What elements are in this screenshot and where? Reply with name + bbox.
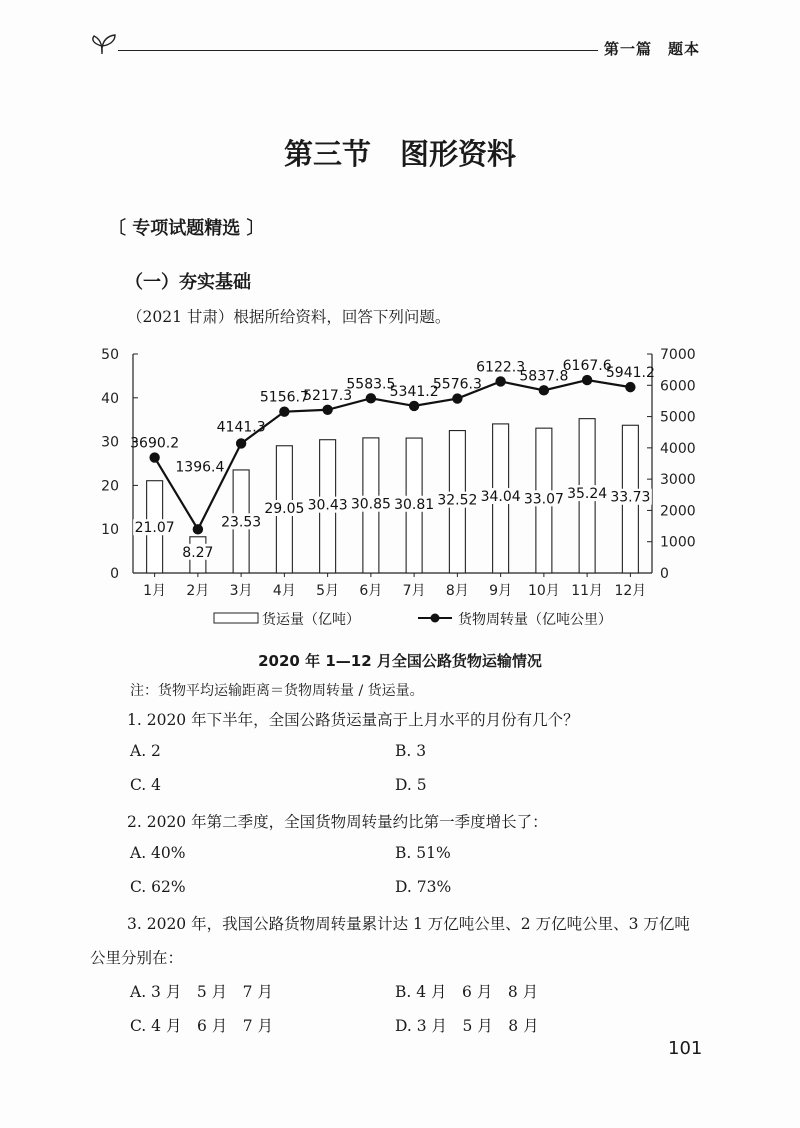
bar-value-label: 32.52 xyxy=(437,492,478,509)
right-tick-label: 7000 xyxy=(660,347,696,363)
line-value-label: 5583.5 xyxy=(346,376,396,393)
left-tick-label: 10 xyxy=(101,522,119,539)
line-value-label: 5941.2 xyxy=(605,365,655,382)
right-tick-label: 5000 xyxy=(660,409,696,426)
question-1-option-c: C. 4 xyxy=(130,776,162,794)
bar-value-label: 29.05 xyxy=(264,501,305,518)
bar-value-label: 34.04 xyxy=(480,488,521,505)
left-tick-label: 30 xyxy=(101,434,119,451)
line-point xyxy=(236,438,246,448)
right-tick-label: 2000 xyxy=(660,503,696,520)
x-tick-label: 3月 xyxy=(229,583,253,599)
question-2-option-c: C. 62% xyxy=(130,878,186,896)
question-1-option-a: A. 2 xyxy=(130,742,161,760)
bar-value-label: 33.07 xyxy=(523,491,564,508)
right-tick-label: 1000 xyxy=(660,534,696,551)
x-tick-label: 1月 xyxy=(143,583,167,599)
question-1-option-b: B. 3 xyxy=(395,742,427,760)
legend-line-label: 货物周转量（亿吨公里） xyxy=(458,612,612,628)
legend-line-marker xyxy=(431,614,440,623)
bar-value-label: 30.85 xyxy=(350,496,391,513)
right-tick-label: 4000 xyxy=(660,440,696,457)
x-tick-label: 12月 xyxy=(614,583,647,599)
bar-value-label: 21.07 xyxy=(134,520,175,537)
sprout-icon xyxy=(88,30,122,54)
chart-caption: 2020 年 1—12 月全国公路货物运输情况 xyxy=(258,652,542,670)
line-point xyxy=(322,405,332,415)
line-point xyxy=(452,393,462,403)
x-tick-label: 6月 xyxy=(359,583,383,599)
line-value-label: 3690.2 xyxy=(130,435,180,452)
bar-value-label: 30.43 xyxy=(307,497,348,514)
x-tick-label: 10月 xyxy=(527,583,560,599)
x-tick-label: 8月 xyxy=(445,583,469,599)
header-text: 第一篇 题本 xyxy=(604,40,701,58)
question-2-option-a: A. 40% xyxy=(130,844,186,862)
line-point xyxy=(149,452,159,462)
question-3-stem: 3. 2020 年，我国公路货物周转量累计达 1 万亿吨公里、2 万亿吨公里、3 万亿吨 xyxy=(127,915,690,933)
line-point xyxy=(366,393,376,403)
combo-chart xyxy=(96,340,706,640)
line-value-label: 6167.6 xyxy=(562,358,612,375)
line-point xyxy=(495,376,505,386)
bar-value-label: 35.24 xyxy=(567,486,608,503)
x-tick-label: 4月 xyxy=(272,583,296,599)
bar-value-label: 30.81 xyxy=(394,496,435,513)
legend-bar-label: 货运量（亿吨） xyxy=(262,612,360,628)
line-value-label: 5156.7 xyxy=(259,389,309,406)
question-2-option-d: D. 73% xyxy=(395,878,452,896)
line-point xyxy=(539,385,549,395)
question-2-option-b: B. 51% xyxy=(395,844,451,862)
header-rule xyxy=(118,50,598,51)
left-tick-label: 40 xyxy=(101,390,119,407)
question-3-stem-continued: 公里分别在： xyxy=(90,949,184,967)
question-1-stem: 1. 2020 年下半年，全国公路货运量高于上月水平的月份有几个？ xyxy=(127,711,579,729)
page-title: 第三节 图形资料 xyxy=(283,137,516,171)
left-tick-label: 50 xyxy=(101,347,119,363)
line-value-label: 5837.8 xyxy=(519,368,569,385)
right-tick-label: 3000 xyxy=(660,472,696,489)
legend-bar-swatch xyxy=(214,613,258,623)
page-number: 101 xyxy=(668,1038,703,1059)
legend xyxy=(214,611,612,628)
x-tick-label: 2月 xyxy=(186,583,210,599)
line-point xyxy=(625,382,635,392)
question-3-option-c: C. 4 月 6 月 7 月 xyxy=(130,1017,274,1035)
bar-value-label: 23.53 xyxy=(221,514,262,531)
question-3-option-a: A. 3 月 5 月 7 月 xyxy=(130,983,273,1001)
x-tick-label: 5月 xyxy=(316,583,340,599)
x-tick-label: 11月 xyxy=(571,583,604,599)
bar-value-label: 33.73 xyxy=(610,489,651,506)
line-point xyxy=(582,375,592,385)
question-3-option-b: B. 4 月 6 月 8 月 xyxy=(395,983,539,1001)
x-tick-label: 9月 xyxy=(489,583,513,599)
bar-value-label: 8.27 xyxy=(182,544,214,561)
line-value-label: 5576.3 xyxy=(432,376,482,393)
subsection-heading: （一）夯实基础 xyxy=(125,272,251,293)
line-value-label: 4141.3 xyxy=(216,419,266,436)
left-tick-label: 20 xyxy=(101,478,119,495)
chart-note: 注：货物平均运输距离＝货物周转量 / 货运量。 xyxy=(130,683,424,699)
line-point xyxy=(409,401,419,411)
line-value-label: 5217.3 xyxy=(303,387,353,404)
x-tick-label: 7月 xyxy=(402,583,426,599)
line-point xyxy=(193,524,203,534)
question-2-stem: 2. 2020 年第二季度，全国货物周转量约比第一季度增长了： xyxy=(127,813,548,831)
right-tick-label: 0 xyxy=(660,566,669,582)
line-value-label: 6122.3 xyxy=(476,359,526,376)
line-value-label: 1396.4 xyxy=(175,459,225,476)
section-tag: 〔 专项试题精选 〕 xyxy=(108,218,265,239)
right-tick-label: 6000 xyxy=(660,378,696,395)
line-point xyxy=(279,406,289,416)
question-1-option-d: D. 5 xyxy=(395,776,427,794)
question-3-option-d: D. 3 月 5 月 8 月 xyxy=(395,1017,539,1035)
intro-text: （2021 甘肃）根据所给资料，回答下列问题。 xyxy=(127,308,451,326)
data-labels xyxy=(130,358,655,561)
left-tick-label: 0 xyxy=(110,566,119,582)
line-value-label: 5341.2 xyxy=(389,383,439,400)
